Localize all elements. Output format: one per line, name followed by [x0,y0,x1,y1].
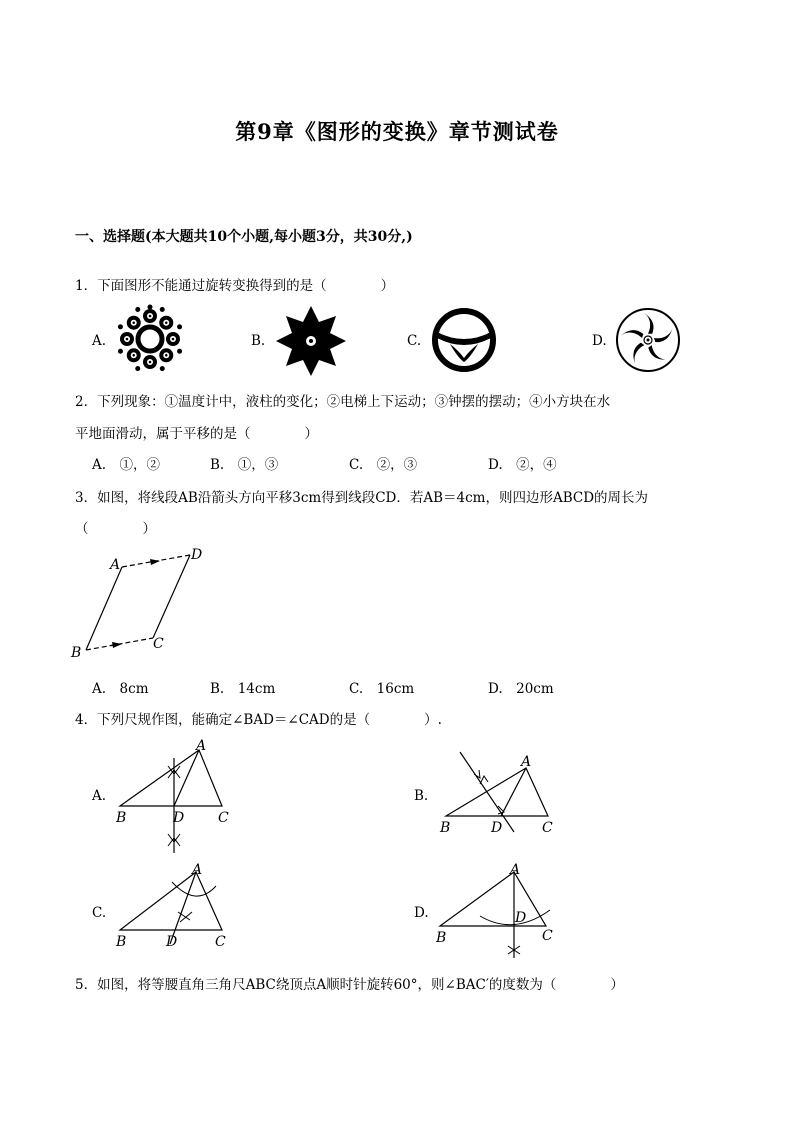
q2-option-d: D. ②，④ [488,457,557,473]
q4a-label-a: A [196,738,207,754]
q1-option-a-label: A. [92,333,107,349]
question-1-stem: 1．下面图形不能通过旋转变换得到的是（ ） [75,278,395,294]
q4-option-d-label: D. [414,905,429,921]
q4b-label-a: A [521,754,532,770]
q4a-label-d: D [173,810,185,826]
q2-option-c: C. ②，③ [349,457,418,473]
q3-option-d: D. 20cm [488,681,554,697]
q3-option-a: A. 8cm [92,681,149,697]
q1-option-c-label: C. [407,333,422,349]
q4-option-b-label: B. [414,788,429,804]
question-3-stem-line2: （ ） [75,521,156,537]
q2-option-a: A. ①，② [92,457,161,473]
q4c-label-a: A [192,862,203,878]
q4b-label-d: D [491,820,503,836]
q1-ring-logo-figure [430,306,498,374]
q4c-label-d: D [166,934,178,950]
q3-segment-dc [153,555,190,638]
q4a-label-c: C [218,810,229,826]
q4d-label-d: D [515,910,527,926]
section-heading: 一、选择题(本大题共10个小题,每小题3分，共30分,) [75,229,413,245]
question-5-stem: 5．如图，将等腰直角三角尺ABC绕顶点A顺时针旋转60°，则∠BAC′的度数为（ ） [75,977,624,993]
question-4-stem: 4．下列尺规作图，能确定∠BAD＝∠CAD的是（ ）. [75,712,442,728]
q3-label-a: A [110,557,121,573]
question-3-stem-line1: 3．如图，将线段AB沿箭头方向平移3cm得到线段CD．若AB＝4cm，则四边形ABCD的周长为 [75,490,649,506]
q4d-label-b: B [436,930,447,946]
q3-label-d: D [191,547,203,563]
q2-option-b: B. ①，③ [210,457,279,473]
q4c-label-b: B [116,934,127,950]
q1-rosette-figure [115,304,185,374]
q4-figure-c [112,860,242,955]
question-2-stem-line1: 2．下列现象：①温度计中，液柱的变化；②电梯上下运动；③钟摆的摆动；④小方块在水 [75,394,611,410]
q4d-label-a: A [510,862,521,878]
q4-figure-d [434,862,564,962]
q3-option-c: C. 16cm [349,681,415,697]
q3-arrowhead-bottom [112,642,122,648]
q3-option-b: B. 14cm [210,681,276,697]
q4a-label-b: B [116,810,127,826]
q4d-label-c: C [542,928,553,944]
q4-option-a-label: A. [92,788,107,804]
q3-arrowhead-top [150,559,160,565]
q1-star-flower-figure [275,305,347,377]
page-title: 第9章《图形的变换》章节测试卷 [235,119,559,144]
q4-figure-b [436,748,566,848]
q1-option-d-label: D. [592,333,607,349]
q3-parallelogram-figure [66,540,216,665]
q4b-label-c: C [542,820,553,836]
q3-label-b: B [71,645,82,661]
q3-label-c: C [153,636,164,652]
q3-segment-ab [86,567,122,650]
question-2-stem-line2: 平地面滑动，属于平移的是（ ） [75,426,318,442]
q4-option-c-label: C. [92,905,107,921]
q4c-label-c: C [215,934,226,950]
q4-figure-a [112,738,242,858]
q4b-label-b: B [440,820,451,836]
q1-option-b-label: B. [251,333,266,349]
q1-pinwheel-figure [614,306,682,374]
